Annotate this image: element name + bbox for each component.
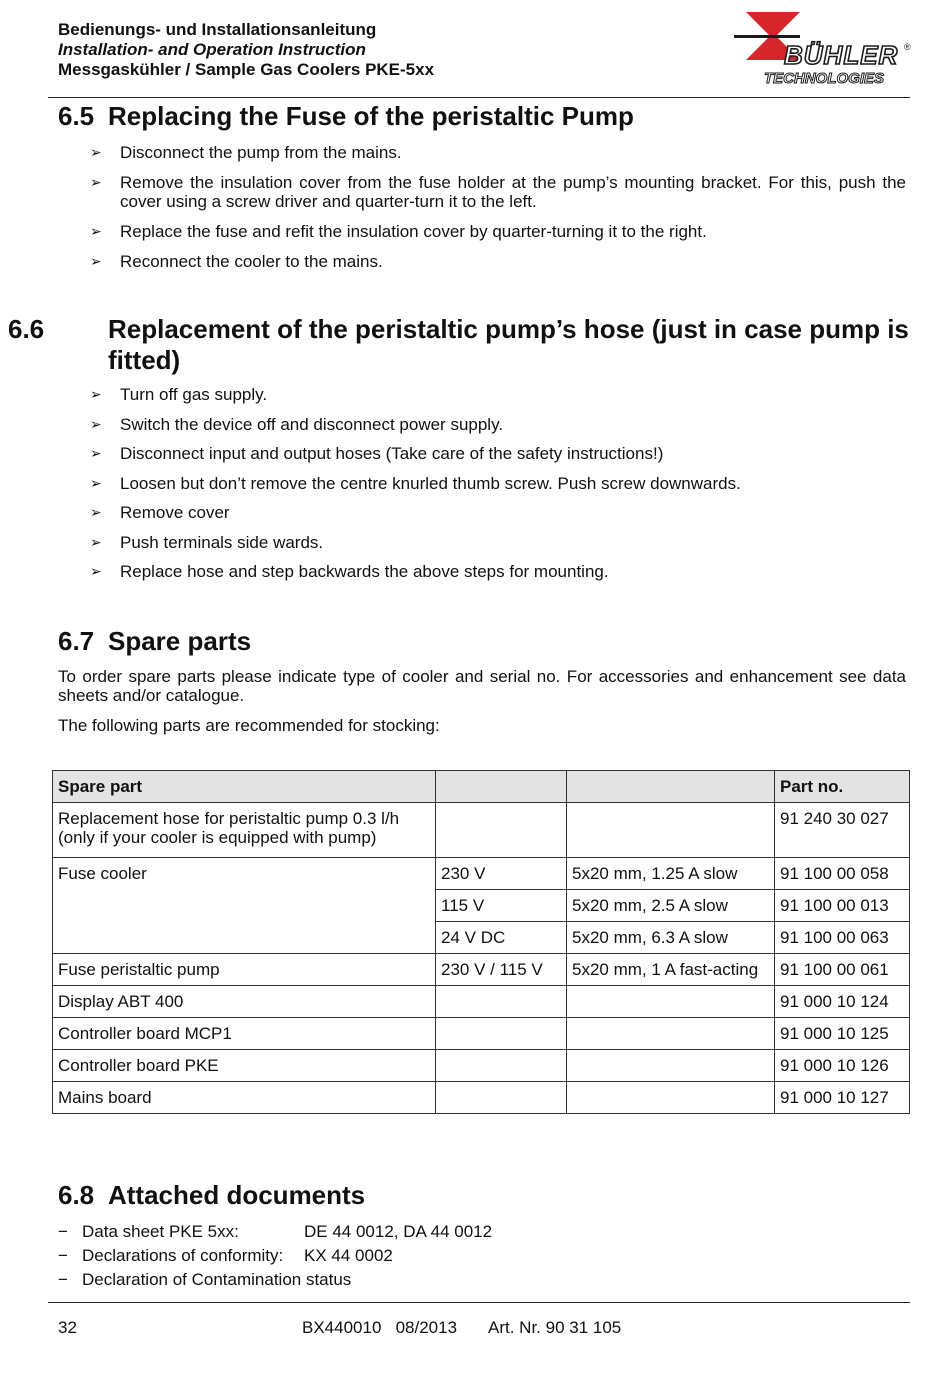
list-item: ➢ Replace hose and step backwards the above steps for mounting. xyxy=(90,562,609,581)
article-number: Art. Nr. 90 31 105 xyxy=(488,1318,622,1337)
bullet-arrow-icon: ➢ xyxy=(90,253,102,269)
table-cell: 230 V xyxy=(436,858,567,890)
spare-parts-table xyxy=(52,770,910,1114)
table-row xyxy=(53,922,910,954)
section-6-7-heading xyxy=(58,626,251,657)
logo-wordmark: BÜHLER xyxy=(784,40,899,70)
list-item: ➢ Push terminals side wards. xyxy=(90,532,324,552)
table-cell xyxy=(567,1082,775,1114)
dash-bullet: − xyxy=(58,1246,68,1265)
dash-bullet: − xyxy=(58,1222,68,1241)
list-item: ➢ Remove the insulation cover from the fuse holder at the pump’s mounting bracket. For this, push the cover using a screw driver and quarter-turn it to the left. xyxy=(90,173,906,211)
header-line-product: Messgaskühler / Sample Gas Coolers PKE-5xx xyxy=(58,60,435,79)
table-cell: Fuse cooler xyxy=(53,858,436,890)
section-title: Spare parts xyxy=(108,626,252,656)
table-cell: Mains board xyxy=(53,1082,436,1114)
document-reference: BX440010 08/2013 xyxy=(302,1318,458,1337)
bullet-arrow-icon: ➢ xyxy=(90,174,102,190)
table-header-row xyxy=(53,771,910,803)
list-item: ➢ Switch the device off and disconnect power supply. xyxy=(90,414,504,434)
table-cell: 230 V / 115 V xyxy=(436,954,567,986)
bullet-arrow-icon: ➢ xyxy=(90,504,102,520)
bullet-arrow-icon: ➢ xyxy=(90,445,102,461)
document-value: DE 44 0012, DA 44 0012 xyxy=(304,1222,493,1241)
page-number: 32 xyxy=(58,1318,77,1337)
table-cell xyxy=(567,1018,775,1050)
dash-bullet: − xyxy=(58,1270,68,1289)
document-label: Declaration of Contamination status xyxy=(82,1270,352,1289)
list-item: ➢ Disconnect input and output hoses (Take care of the safety instructions!) xyxy=(90,444,664,463)
section-number: 6.7 xyxy=(58,626,95,656)
bullet-arrow-icon: ➢ xyxy=(90,386,102,402)
list-item: ➢ Reconnect the cooler to the mains. xyxy=(90,252,383,271)
section-6-8-heading xyxy=(58,1180,365,1211)
table-cell: Controller board PKE xyxy=(53,1050,436,1082)
table-cell xyxy=(53,890,436,922)
table-cell xyxy=(436,986,567,1018)
table-cell xyxy=(567,803,775,858)
column-header xyxy=(436,771,567,803)
column-header: Spare part xyxy=(53,771,436,803)
list-item: ➢ Remove cover xyxy=(90,503,230,522)
document-value: KX 44 0002 xyxy=(304,1246,393,1265)
table-cell: 115 V xyxy=(436,890,567,922)
table-cell: 91 000 10 125 xyxy=(775,1018,910,1050)
table-cell: Display ABT 400 xyxy=(53,986,436,1018)
spare-parts-intro: To order spare parts please indicate type of cooler and serial no. For accessories and enhancement see data sheets and/or catalogue. xyxy=(58,667,906,705)
table-cell xyxy=(436,1018,567,1050)
spare-parts-recommendation: The following parts are recommended for stocking: xyxy=(58,716,440,735)
list-item: ➢ Replace the fuse and refit the insulation cover by quarter-turning it to the right. xyxy=(90,222,707,241)
header-line-english: Installation- and Operation Instruction xyxy=(58,40,366,59)
document-label: Data sheet PKE 5xx: xyxy=(82,1222,239,1241)
table-cell: 24 V DC xyxy=(436,922,567,954)
table-cell xyxy=(436,803,567,858)
table-row xyxy=(53,1050,910,1082)
table-cell: Replacement hose for peristaltic pump 0.3 l/h (only if your cooler is equipped with pump) xyxy=(53,803,436,858)
table-cell: 5x20 mm, 2.5 A slow xyxy=(567,890,775,922)
table-cell: 91 100 00 061 xyxy=(775,954,910,986)
table-cell: 5x20 mm, 6.3 A slow xyxy=(567,922,775,954)
table-cell: 5x20 mm, 1.25 A slow xyxy=(567,858,775,890)
logo-registered-mark: ® xyxy=(904,42,911,52)
header-divider xyxy=(48,97,910,98)
list-item xyxy=(58,1268,492,1292)
section-title: Replacing the Fuse of the peristaltic Pump xyxy=(108,101,634,131)
document-label: Declarations of conformity: xyxy=(82,1246,284,1265)
table-cell xyxy=(436,1082,567,1114)
list-item xyxy=(58,1220,492,1244)
section-title: Replacement of the peristaltic pump’s hose (just in case pump is fitted) xyxy=(108,314,909,375)
section-6-5-steps xyxy=(58,143,906,271)
column-header xyxy=(567,771,775,803)
table-row xyxy=(53,954,910,986)
table-cell xyxy=(436,1050,567,1082)
footer-divider xyxy=(48,1302,910,1303)
table-row xyxy=(53,858,910,890)
logo-bar xyxy=(734,35,800,38)
table-cell: 91 000 10 124 xyxy=(775,986,910,1018)
bullet-arrow-icon: ➢ xyxy=(90,144,102,160)
list-item xyxy=(58,1244,492,1268)
list-item: ➢ Turn off gas supply. xyxy=(90,385,268,404)
table-row xyxy=(53,803,910,858)
table-cell: Controller board MCP1 xyxy=(53,1018,436,1050)
list-item: ➢ Disconnect the pump from the mains. xyxy=(90,143,402,162)
logo-subtitle: TECHNOLOGIES xyxy=(764,70,885,87)
table-cell: 91 100 00 063 xyxy=(775,922,910,954)
column-header: Part no. xyxy=(775,771,910,803)
buehler-logo xyxy=(728,8,918,92)
table-row xyxy=(53,1082,910,1114)
table-cell: 91 240 30 027 xyxy=(775,803,910,858)
table-row xyxy=(53,1018,910,1050)
bullet-arrow-icon: ➢ xyxy=(90,474,102,491)
table-cell: 91 100 00 013 xyxy=(775,890,910,922)
section-number: 6.6 xyxy=(8,314,45,344)
document-header xyxy=(58,20,434,80)
table-cell xyxy=(567,986,775,1018)
table-cell xyxy=(567,1050,775,1082)
section-number: 6.8 xyxy=(58,1180,95,1210)
section-title: Attached documents xyxy=(108,1180,366,1210)
table-cell: 91 000 10 126 xyxy=(775,1050,910,1082)
table-cell: Fuse peristaltic pump xyxy=(53,954,436,986)
table-row xyxy=(53,890,910,922)
section-6-6-heading xyxy=(8,314,948,376)
table-cell: 91 100 00 058 xyxy=(775,858,910,890)
table-row xyxy=(53,986,910,1018)
header-line-german: Bedienungs- und Installationsanleitung xyxy=(58,20,377,39)
table-cell xyxy=(53,922,436,954)
section-6-6-steps xyxy=(58,385,906,581)
bullet-arrow-icon: ➢ xyxy=(90,533,102,550)
bullet-arrow-icon: ➢ xyxy=(90,563,102,579)
section-number: 6.5 xyxy=(58,101,95,131)
table-cell: 91 000 10 127 xyxy=(775,1082,910,1114)
bullet-arrow-icon: ➢ xyxy=(90,223,102,239)
list-item: ➢ Loosen but don’t remove the centre knurled thumb screw. Push screw downwards. xyxy=(90,473,741,493)
section-6-5-heading xyxy=(58,101,634,132)
attached-documents-list xyxy=(58,1220,492,1292)
table-cell: 5x20 mm, 1 A fast-acting xyxy=(567,954,775,986)
bullet-arrow-icon: ➢ xyxy=(90,415,102,432)
